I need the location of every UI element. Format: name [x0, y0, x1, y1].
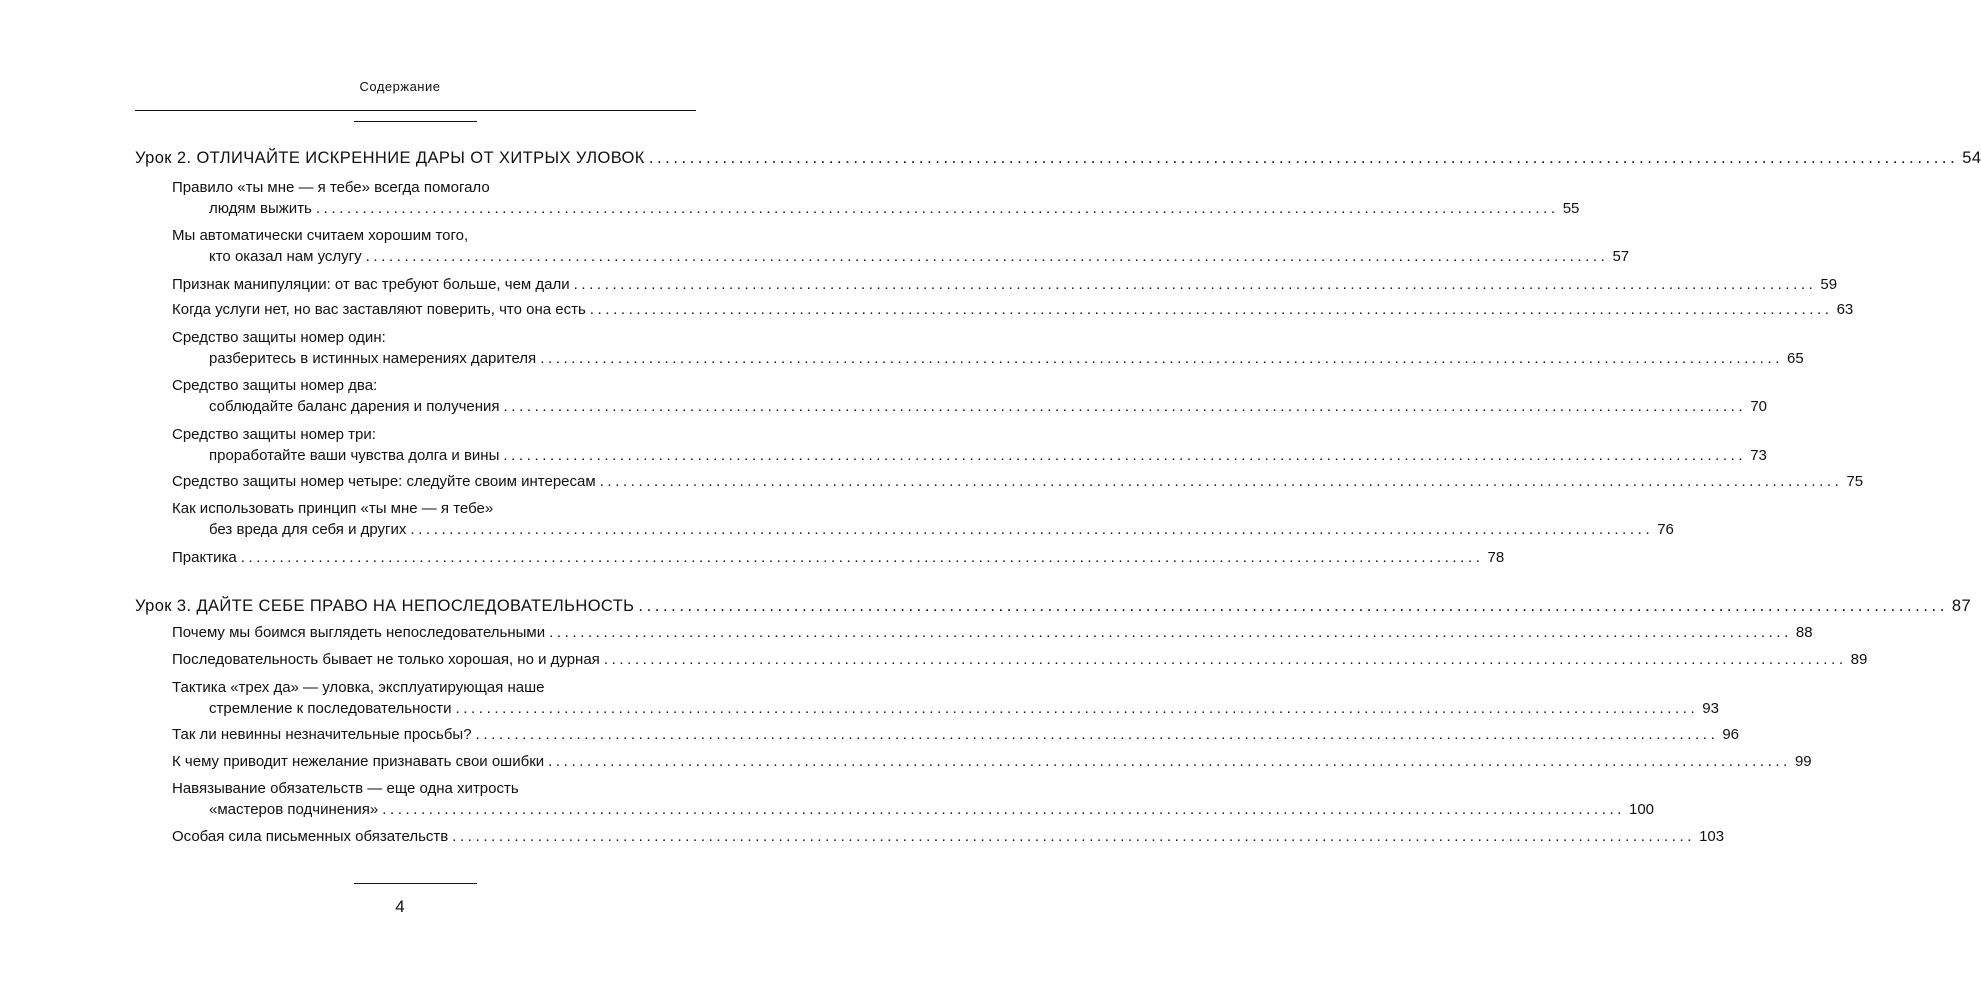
dot-leader: ................................................................................................................................................................ [240, 549, 1484, 566]
toc-entry [172, 178, 490, 198]
toc-entry-page: 73 [1750, 447, 1767, 464]
toc-entry-text: Так ли невинны незначительные просьбы? [172, 726, 472, 743]
toc-entry [172, 499, 493, 519]
toc-entry-text: проработайте ваши чувства долга и вины [209, 447, 500, 464]
dot-leader: ................................................................................................................................................................ [455, 700, 1699, 717]
toc-entry-text: Когда услуги нет, но вас заставляют поверить, что она есть [172, 301, 586, 318]
dot-leader: ................................................................................................................................................................ [475, 726, 1719, 743]
toc-entry-text: Средство защиты номер два: [172, 377, 378, 394]
toc-entry [172, 725, 1740, 745]
toc-entry-text: Средство защиты номер один: [172, 329, 386, 346]
toc-entry [172, 275, 1838, 295]
toc-entry-text: разберитесь в истинных намерениях дарителя [209, 350, 537, 367]
toc-entry-text: Навязывание обязательств — еще одна хитрость [172, 780, 519, 797]
toc-entry-text: без вреда для себя и других [209, 521, 407, 538]
toc-entry-text: К чему приводит нежелание признавать свои ошибки [172, 753, 545, 770]
toc-entry-text: Практика [172, 549, 237, 566]
dot-leader: ................................................................................................................................................................ [365, 248, 1609, 265]
dot-leader: ................................................................................................................................................................ [410, 521, 1654, 538]
toc-entry-page: 75 [1846, 473, 1864, 490]
toc-entry-text: Средство защиты номер три: [172, 426, 376, 443]
toc-entry-text: «мастеров подчинения» [209, 801, 379, 818]
toc-entry [209, 446, 1767, 466]
toc-entry [172, 779, 519, 799]
toc-entry-text: людям выжить [209, 200, 312, 217]
toc-entry-text: Особая сила письменных обязательств [172, 828, 449, 845]
toc-entry [172, 678, 544, 698]
dot-leader: ................................................................................................................................................................ [638, 597, 1948, 615]
toc-entry-page: 100 [1629, 801, 1655, 818]
toc-entry [172, 827, 1725, 847]
toc-entry [172, 623, 1813, 643]
toc-entry-page: 59 [1820, 276, 1838, 293]
toc-entry-page: 99 [1794, 753, 1812, 770]
dot-leader: ................................................................................................................................................................ [549, 624, 1792, 641]
toc-entry [172, 472, 1864, 492]
toc-entry [209, 397, 1768, 417]
lesson-title [135, 596, 1972, 616]
toc-entry [172, 548, 1505, 568]
toc-entry [209, 520, 1674, 540]
toc-entry-page: 103 [1699, 828, 1725, 845]
toc-entry-page: 93 [1702, 700, 1719, 717]
dot-leader: ................................................................................................................................................................ [452, 828, 1696, 845]
toc-entry-page: 96 [1722, 726, 1740, 743]
toc-entry-text: Мы автоматически считаем хорошим того, [172, 227, 469, 244]
toc-entry [209, 199, 1580, 219]
dot-leader: ................................................................................................................................................................ [599, 473, 1843, 490]
lesson-title-text: Урок 2. ОТЛИЧАЙТЕ ИСКРЕННИЕ ДАРЫ ОТ ХИТРЫХ УЛОВОК [135, 149, 645, 167]
lesson-title [135, 148, 1981, 168]
dot-leader: ................................................................................................................................................................ [548, 753, 1791, 770]
toc-entry-page: 57 [1612, 248, 1630, 265]
dot-leader: ................................................................................................................................................................ [540, 350, 1783, 367]
toc-entry [209, 699, 1719, 719]
toc-entry-text: Почему мы боимся выглядеть непоследовательными [172, 624, 546, 641]
dot-leader: ................................................................................................................................................................ [315, 200, 1559, 217]
footer-short-rule [354, 883, 477, 884]
toc-entry-text: Средство защиты номер четыре: следуйте своим интересам [172, 473, 596, 490]
toc-entry-page: 89 [1850, 651, 1868, 668]
lesson-title-text: Урок 3. ДАЙТЕ СЕБЕ ПРАВО НА НЕПОСЛЕДОВАТЕЛЬНОСТЬ [135, 597, 635, 615]
toc-entry [172, 650, 1868, 670]
toc-entry-page: 63 [1836, 301, 1854, 318]
header-rule [135, 110, 696, 111]
toc-entry-text: Последовательность бывает не только хорошая, но и дурная [172, 651, 600, 668]
toc-entry-page: 78 [1487, 549, 1505, 566]
dot-leader: ................................................................................................................................................................ [589, 301, 1833, 318]
toc-entry [172, 425, 376, 445]
toc-entry-text: соблюдайте баланс дарения и получения [209, 398, 500, 415]
toc-entry [172, 376, 377, 396]
toc-entry-page: 65 [1786, 350, 1804, 367]
toc-entry-text: Тактика «трех да» — уловка, эксплуатирующая наше [172, 679, 545, 696]
dot-leader: ................................................................................................................................................................ [382, 801, 1625, 818]
toc-entry [209, 349, 1804, 369]
dot-leader: ................................................................................................................................................................ [648, 149, 1959, 167]
dot-leader: ................................................................................................................................................................ [503, 398, 1747, 415]
running-head: Содержание [359, 79, 441, 94]
toc-entry-page: 88 [1795, 624, 1813, 641]
dot-leader: ................................................................................................................................................................ [603, 651, 1847, 668]
dot-leader: ................................................................................................................................................................ [573, 276, 1817, 293]
header-short-rule [354, 121, 477, 122]
toc-entry [172, 226, 468, 246]
toc-entry-text: кто оказал нам услугу [209, 248, 362, 265]
toc-entry-page: 70 [1750, 398, 1768, 415]
toc-entry [172, 752, 1812, 772]
lesson-title-page: 54 [1962, 149, 1981, 167]
toc-entry-text: Правило «ты мне — я тебе» всегда помогало [172, 179, 490, 196]
toc-entry-text: Признак манипуляции: от вас требуют больше, чем дали [172, 276, 570, 293]
dot-leader: ................................................................................................................................................................ [503, 447, 1747, 464]
toc-entry [172, 300, 1854, 320]
toc-entry-text: стремление к последовательности [209, 700, 452, 717]
toc-entry-page: 55 [1562, 200, 1580, 217]
toc-entry [172, 328, 386, 348]
lesson-title-page: 87 [1951, 597, 1972, 615]
toc-entry [209, 247, 1630, 267]
toc-entry-page: 76 [1657, 521, 1674, 538]
page-number: 4 [395, 897, 405, 916]
toc-entry [209, 800, 1655, 820]
toc-entry-text: Как использовать принцип «ты мне — я тебе» [172, 500, 494, 517]
